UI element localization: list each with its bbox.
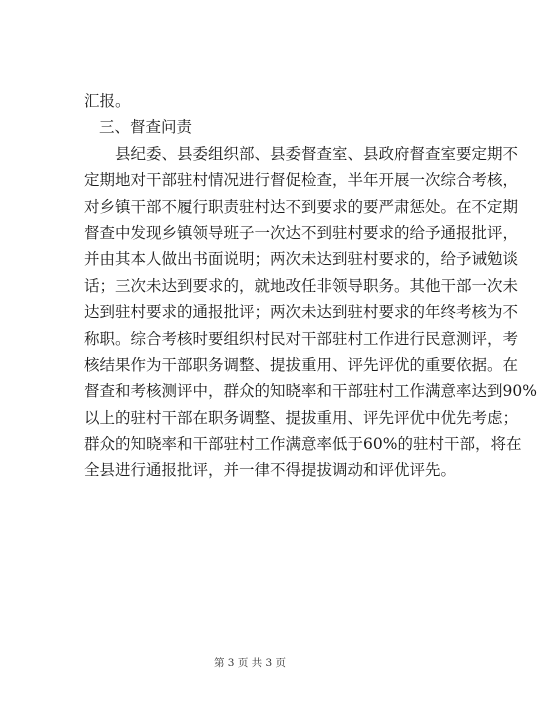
paragraph-line-9: 核结果作为干部职务调整、提拔重用、评先评优的重要依据。在 [84,355,519,374]
paragraph-line-1: 县纪委、县委组织部、县委督查室、县政府督查室要定期不 [115,144,519,163]
paragraph-line-5: 并由其本人做出书面说明；两次未达到驻村要求的，给予诫勉谈 [84,250,519,269]
paragraph-line-3: 对乡镇干部不履行职责驻村达不到要求的要严肃惩处。在不定期 [84,197,519,216]
paragraph-line-8: 称职。综合考核时要组织村民对干部驻村工作进行民意测评，考 [84,329,519,348]
paragraph-line-10: 督查和考核测评中，群众的知晓率和干部驻村工作满意率达到90% [84,382,537,401]
document-body [84,88,537,484]
text-line-report-end: 汇报。 [84,92,131,110]
paragraph-line-12: 群众的知晓率和干部驻村工作满意率低于60%的驻村干部，将在 [84,435,522,454]
section-heading-supervision: 三、督查问责 [99,118,193,137]
paragraph-line-4: 督查中发现乡镇领导班子一次达不到驻村要求的给予通报批评， [84,223,519,242]
paragraph-line-7: 达到驻村要求的通报批评；两次未达到驻村要求的年终考核为不 [84,303,519,322]
paragraph-line-11: 以上的驻村干部在职务调整、提拔重用、评先评优中优先考虑； [84,408,519,427]
paragraph-line-6: 话；三次未达到要求的，就地改任非领导职务。其他干部一次未 [84,276,519,295]
page-footer: 第 3 页 共 3 页 [213,657,287,669]
paragraph-line-13: 全县进行通报批评，并一律不得提拔调动和评优评先。 [84,461,457,480]
paragraph-line-2: 定期地对干部驻村情况进行督促检查，半年开展一次综合考核， [84,171,519,190]
